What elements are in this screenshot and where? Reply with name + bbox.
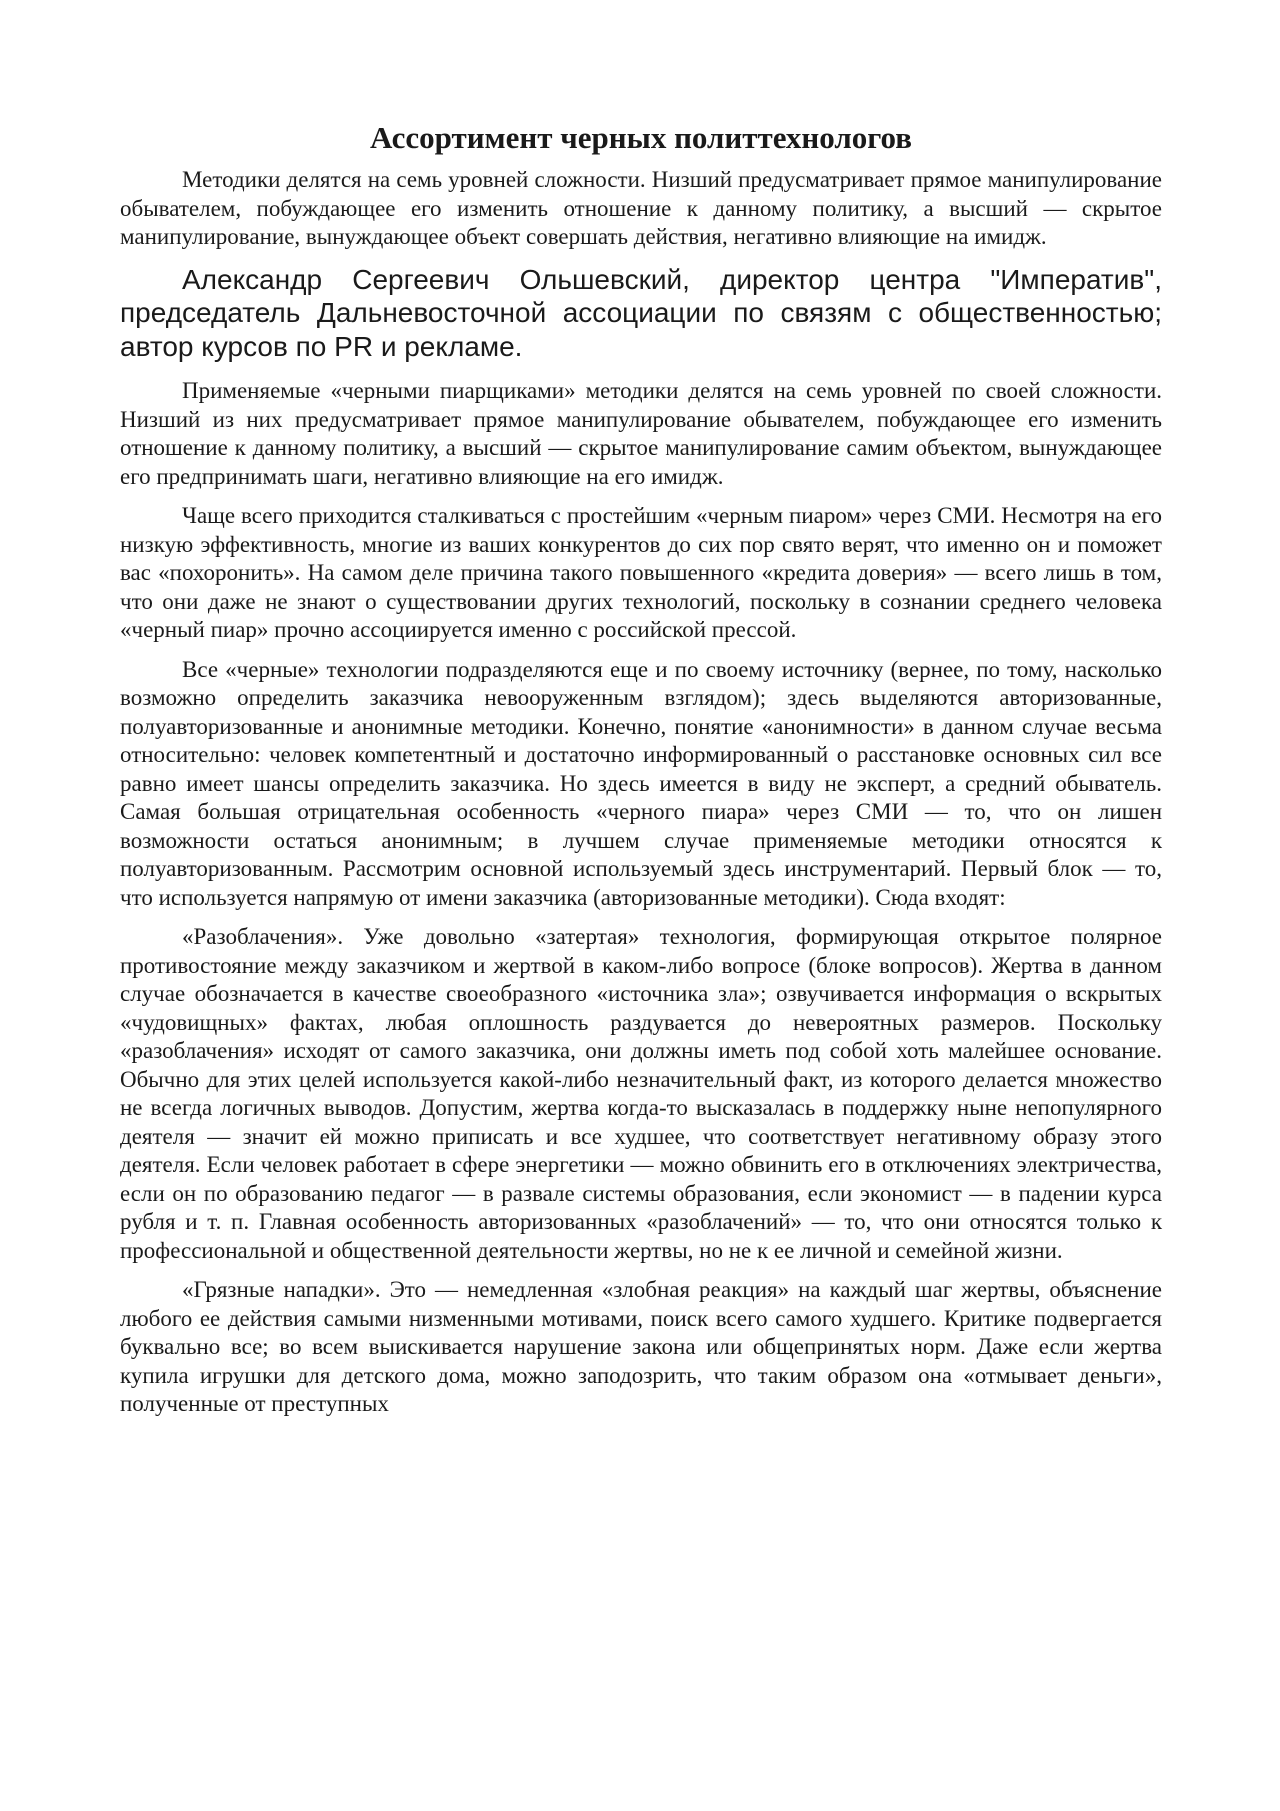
body-paragraph: «Грязные нападки». Это — немедленная «злобная реакция» на каждый шаг жертвы, объяснение любого ее действия самыми низменными мотивами, поиск всего самого худшего. Критике подвергается буквально все; во всем выискивается нарушение закона или общепринятых норм. Даже если жертва купила игрушки для детского дома, можно заподозрить, что таким образом она «отмывает деньги», полученные от преступных xyxy=(120,1277,1162,1416)
document-page xyxy=(120,118,1162,1430)
body-paragraph: Все «черные» технологии подразделяются еще и по своему источнику (вернее, по тому, насколько возможно определить заказчика невооруженным взглядом); здесь выделяются авторизованные, полуавторизованные и анонимные методики. Конечно, понятие «анонимности» в данном случае весьма относительно: человек компетентный и достаточно информированный о расстановке основных сил все равно имеет шансы определить заказчика. Но здесь имеется в виду не эксперт, а средний обыватель. Самая большая отрицательная особенность «черного пиара» через СМИ — то, что он лишен возможности остаться анонимным; в лучшем случае применяемые методики относятся к полуавторизованным. Рассмотрим основной используемый здесь инструментарий. Первый блок — то, что используется напрямую от имени заказчика (авторизованные методики). Сюда входят: xyxy=(120,656,1162,910)
body-paragraph: «Разоблачения». Уже довольно «затертая» технология, формирующая открытое полярное противостояние между заказчиком и жертвой в каком-либо вопросе (блоке вопросов). Жертва в данном случае обозначается в качестве своеобразного «источника зла»; озвучивается информация о вскрытых «чудовищных» фактах, любая оплошность раздувается до невероятных размеров. Поскольку «разоблачения» исходят от самого заказчика, они должны иметь под собой хоть малейшее основание. Обычно для этих целей используется какой-либо незначительный факт, из которого делается множество не всегда логичных выводов. Допустим, жертва когда-то высказалась в поддержку ныне непопулярного деятеля — значит ей можно приписать и все худшее, что соответствует негативному образу этого деятеля. Если человек работает в сфере энергетики — можно обвинить его в отключениях электричества, если он по образованию педагог — в развале системы образования, если экономист — в падении курса рубля и т. п. Главная особенность авторизованных «разоблачений» — то, что они относятся только к профессиональной и общественной деятельности жертвы, но не к ее личной и семейной жизни. xyxy=(120,924,1162,1263)
body-paragraph: Чаще всего приходится сталкиваться с простейшим «черным пиаром» через СМИ. Несмотря на его низкую эффективность, многие из ваших конкурентов до сих пор свято верят, что именно он и поможет вас «похоронить». На самом деле причина такого повышенного «кредита доверия» — всего лишь в том, что они даже не знают о существовании других технологий, поскольку в сознании среднего человека «черный пиар» прочно ассоциируется именно с российской прессой. xyxy=(120,503,1162,642)
document-title: Ассортимент черных политтехнологов xyxy=(370,120,912,155)
body-paragraph: Применяемые «черными пиарщиками» методики делятся на семь уровней по своей сложности. Низший из них предусматривает прямое манипулирование обывателем, побуждающее его изменить отношение к данному политику, а высший — скрытое манипулирование самим объектом, вынуждающее его предпринимать шаги, негативно влияющие на его имидж. xyxy=(120,378,1162,489)
intro-paragraph: Методики делятся на семь уровней сложности. Низший предусматривает прямое манипулирование обывателем, побуждающее его изменить отношение к данному политику, а высший — скрытое манипулирование, вынуждающее объект совершать действия, негативно влияющие на имидж. xyxy=(120,167,1162,249)
author-info: Александр Сергеевич Ольшевский, директор центра "Императив", председатель Дальневосточной ассоциации по связям с общественностью; автор курсов по PR и рекламе. xyxy=(120,263,1162,362)
